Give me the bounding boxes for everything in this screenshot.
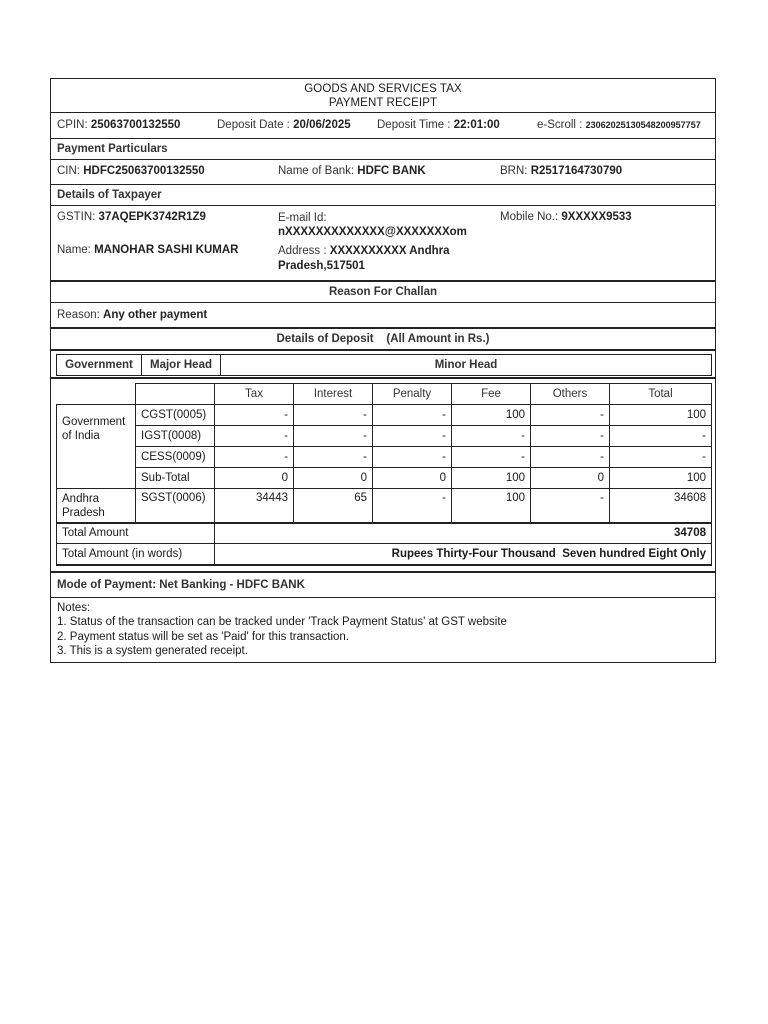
table-cell: - — [531, 447, 610, 468]
table-cell: - — [531, 489, 610, 523]
bank-label: Name of Bank: — [278, 165, 355, 177]
table-row — [57, 468, 712, 489]
table-row — [57, 447, 712, 468]
challan-reason-row — [51, 303, 715, 329]
col-total: Total — [610, 384, 712, 405]
table-cell: 100 — [610, 468, 712, 489]
note-item: 3. This is a system generated receipt. — [57, 645, 248, 657]
address-line-2: Pradesh,517501 — [278, 259, 365, 272]
cpin-label: CPIN: — [57, 119, 88, 131]
reason-value: Any other payment — [103, 309, 208, 321]
col-government: Government — [57, 355, 142, 376]
payment-particulars-row — [51, 160, 715, 185]
col-fee: Fee — [452, 384, 531, 405]
brn-label: BRN: — [500, 165, 528, 177]
col-minor-head: Minor Head — [221, 355, 712, 376]
total-amount-value: 34708 — [215, 523, 712, 544]
table-cell: - — [215, 426, 294, 447]
table-cell: 0 — [215, 468, 294, 489]
table-cell: 0 — [531, 468, 610, 489]
deposit-table — [56, 383, 712, 566]
major-head-cell: SGST(0006) — [136, 489, 215, 523]
andhra-cell: Andhra Pradesh — [57, 489, 136, 523]
table-cell: - — [610, 426, 712, 447]
note-item: 1. Status of the transaction can be tracked under 'Track Payment Status' at GST website — [57, 616, 507, 628]
head-header-table — [56, 354, 712, 376]
table-cell: - — [531, 405, 610, 426]
escroll-value: 23062025130548200957757 — [585, 120, 701, 130]
table-cell: - — [373, 489, 452, 523]
email-value: nXXXXXXXXXXXXX@XXXXXXXom — [278, 226, 467, 238]
note-item: 2. Payment status will be set as 'Paid' for this transaction. — [57, 630, 350, 643]
table-cell: 34608 — [610, 489, 712, 523]
table-cell: - — [215, 447, 294, 468]
address-label: Address : — [278, 245, 327, 257]
col-tax: Tax — [215, 384, 294, 405]
email-label: E-mail Id: — [278, 212, 327, 224]
table-cell: 34443 — [215, 489, 294, 523]
deposit-heading: Details of Deposit (All Amount in Rs.) — [51, 329, 715, 351]
notes-title: Notes: — [57, 601, 91, 614]
deposit-time-label: Deposit Time : — [377, 119, 451, 131]
cpin-row — [51, 113, 715, 139]
table-row — [57, 489, 712, 523]
table-cell: - — [452, 426, 531, 447]
cpin-value: 25063700132550 — [90, 119, 181, 131]
major-head-cell: CESS(0009) — [136, 447, 215, 468]
table-cell: 65 — [294, 489, 373, 523]
table-cell: - — [531, 426, 610, 447]
table-cell: 0 — [373, 468, 452, 489]
notes-section — [51, 598, 715, 662]
escroll-label: e-Scroll : — [537, 119, 583, 131]
table-cell: - — [373, 426, 452, 447]
mode-value: Net Banking - HDFC BANK — [159, 578, 305, 591]
address-line-1: XXXXXXXXXX Andhra — [329, 245, 450, 257]
table-cell: - — [373, 447, 452, 468]
receipt-title — [51, 79, 715, 113]
table-cell: - — [294, 426, 373, 447]
reason-label: Reason: — [57, 309, 100, 321]
deposit-date-label: Deposit Date : — [217, 119, 290, 131]
total-words-value: Rupees Thirty-Four Thousand Seven hundred Eight Only — [215, 544, 712, 565]
gstin-value: 37AQEPK3742R1Z9 — [98, 211, 206, 223]
col-penalty: Penalty — [373, 384, 452, 405]
table-cell: - — [215, 405, 294, 426]
major-head-cell: CGST(0005) — [136, 405, 215, 426]
total-words-label: Total Amount (in words) — [57, 544, 215, 565]
table-cell: 100 — [452, 405, 531, 426]
govt-india-cell: Government of India — [57, 405, 136, 489]
deposit-time-value: 22:01:00 — [453, 119, 500, 131]
mobile-label: Mobile No.: — [500, 211, 559, 223]
major-head-cell: IGST(0008) — [136, 426, 215, 447]
taxpayer-details — [51, 206, 715, 281]
bank-value: HDFC BANK — [357, 165, 426, 177]
title-line-1: GOODS AND SERVICES TAX — [304, 83, 462, 95]
taxpayer-heading: Details of Taxpayer — [51, 185, 715, 206]
deposit-head-header — [51, 351, 715, 379]
table-cell: - — [373, 405, 452, 426]
table-cell: - — [452, 447, 531, 468]
table-row — [57, 426, 712, 447]
mode-label: Mode of Payment: — [57, 578, 157, 591]
subtotal-label: Sub-Total — [136, 468, 215, 489]
total-row — [57, 523, 712, 544]
table-cell: - — [610, 447, 712, 468]
payment-receipt — [50, 78, 716, 663]
title-line-2: PAYMENT RECEIPT — [328, 97, 438, 109]
mode-of-payment-row — [51, 572, 715, 598]
col-major-head: Major Head — [142, 355, 221, 376]
table-cell: 100 — [452, 468, 531, 489]
table-row — [57, 405, 712, 426]
name-label: Name: — [57, 244, 91, 256]
gstin-label: GSTIN: — [57, 211, 96, 223]
mobile-value: 9XXXXX9533 — [561, 211, 632, 223]
col-others: Others — [531, 384, 610, 405]
cin-value: HDFC25063700132550 — [83, 165, 205, 177]
payment-particulars-heading: Payment Particulars — [51, 139, 715, 160]
deposit-date-value: 20/06/2025 — [293, 119, 351, 131]
total-amount-label: Total Amount — [57, 523, 215, 544]
deposit-table-wrap — [51, 379, 715, 572]
name-value: MANOHAR SASHI KUMAR — [94, 244, 239, 256]
table-cell: 100 — [610, 405, 712, 426]
cin-label: CIN: — [57, 165, 80, 177]
challan-heading: Reason For Challan — [51, 281, 715, 303]
total-words-row — [57, 544, 712, 565]
table-cell: 0 — [294, 468, 373, 489]
brn-value: R2517164730790 — [530, 165, 623, 177]
table-cell: 100 — [452, 489, 531, 523]
table-cell: - — [294, 405, 373, 426]
col-interest: Interest — [294, 384, 373, 405]
table-cell: - — [294, 447, 373, 468]
